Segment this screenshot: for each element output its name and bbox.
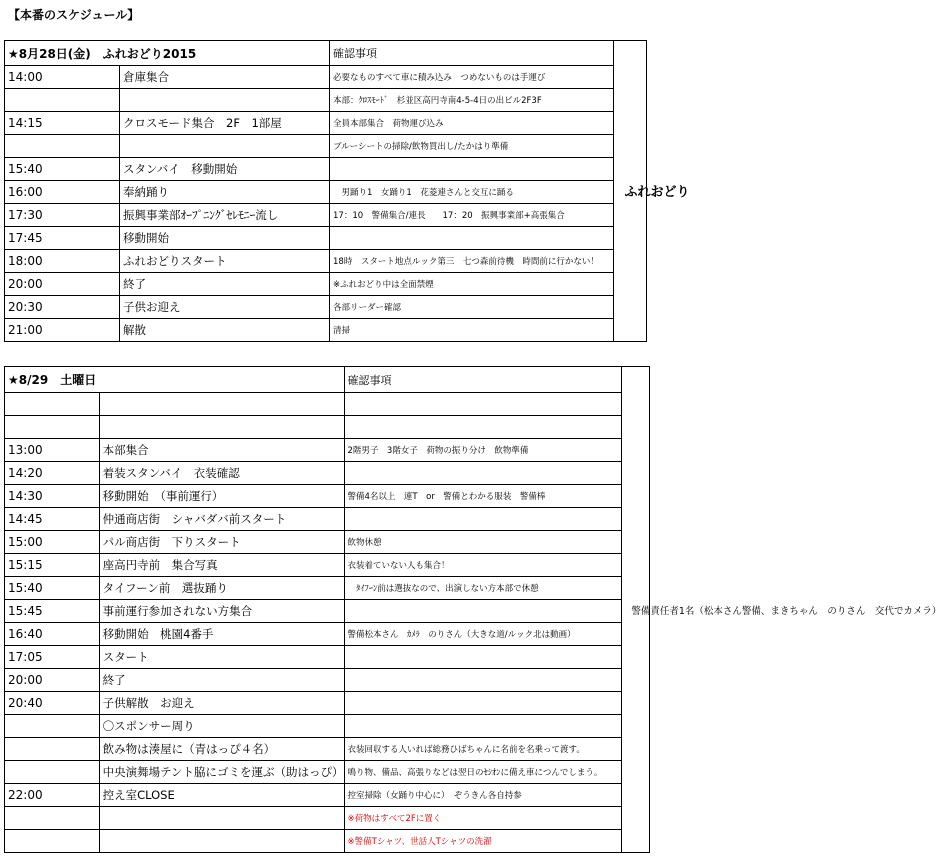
table-row xyxy=(5,485,650,508)
time-cell: 21:00 xyxy=(5,319,120,342)
note-cell: 全員本部集合 荷物運び込み xyxy=(330,112,614,135)
item-cell xyxy=(99,416,344,439)
time-cell: 17:45 xyxy=(5,227,120,250)
table-row xyxy=(5,462,650,485)
table-row xyxy=(5,181,647,204)
item-cell xyxy=(120,135,330,158)
table-row xyxy=(5,830,650,853)
schedule-table-aug28 xyxy=(4,40,690,342)
note-cell xyxy=(344,646,621,669)
time-cell: 20:00 xyxy=(5,669,100,692)
time-cell xyxy=(5,738,100,761)
table-row xyxy=(5,227,647,250)
item-cell: 中央演舞場テント脇にゴミを運ぶ（助はっぴ） xyxy=(99,761,344,784)
time-cell xyxy=(5,89,120,112)
note-cell: 控室掃除（女踊り中心に） ぞうきん各自持参 xyxy=(344,784,621,807)
time-cell: 14:15 xyxy=(5,112,120,135)
time-cell: 14:30 xyxy=(5,485,100,508)
time-cell: 15:45 xyxy=(5,600,100,623)
table-row xyxy=(5,692,650,715)
item-cell xyxy=(99,807,344,830)
table-row xyxy=(5,554,650,577)
note-cell xyxy=(344,715,621,738)
item-cell: 控え室CLOSE xyxy=(99,784,344,807)
table-row xyxy=(5,439,650,462)
time-cell: 15:00 xyxy=(5,531,100,554)
time-cell: 18:00 xyxy=(5,250,120,273)
note-cell: 警備4名以上 連T or 警備とわかる服装 警備棒 xyxy=(344,485,621,508)
table-row xyxy=(5,112,647,135)
note-cell: 2階男子 3階女子 荷物の振り分け 飲物準備 xyxy=(344,439,621,462)
table-row xyxy=(5,715,650,738)
check-items-header: 確認事項 xyxy=(330,41,614,66)
note-cell: ※荷物はすべて2Fに置く xyxy=(344,807,621,830)
note-cell xyxy=(344,393,621,416)
item-cell: 着装スタンバイ 衣装確認 xyxy=(99,462,344,485)
note-cell xyxy=(344,692,621,715)
time-cell xyxy=(5,807,100,830)
table-row xyxy=(5,646,650,669)
item-cell: 終了 xyxy=(120,273,330,296)
table-row xyxy=(5,738,650,761)
table-row xyxy=(5,761,650,784)
side-label: ふれおどり xyxy=(614,41,647,342)
table-row xyxy=(5,273,647,296)
time-cell: 20:40 xyxy=(5,692,100,715)
time-cell: 15:40 xyxy=(5,577,100,600)
item-cell: 振興事業部ｵｰﾌﾟﾆﾝｸﾞｾﾚﾓﾆｰ流し xyxy=(120,204,330,227)
note-cell xyxy=(344,462,621,485)
note-cell: 必要なものすべて車に積み込み つめないものは手運び xyxy=(330,66,614,89)
note-cell xyxy=(344,416,621,439)
table-row xyxy=(5,807,650,830)
item-cell xyxy=(99,393,344,416)
note-cell xyxy=(330,227,614,250)
table-row xyxy=(5,89,647,112)
table-row xyxy=(5,158,647,181)
table-row xyxy=(5,416,650,439)
note-cell: 男踊り1 女踊り1 花菱連さんと交互に踊る xyxy=(330,181,614,204)
item-cell: 倉庫集合 xyxy=(120,66,330,89)
time-cell: 14:00 xyxy=(5,66,120,89)
table-row xyxy=(5,250,647,273)
time-cell xyxy=(5,715,100,738)
item-cell: クロスモード集合 2F 1部屋 xyxy=(120,112,330,135)
table-row xyxy=(5,393,650,416)
item-cell: スタンバイ 移動開始 xyxy=(120,158,330,181)
item-cell xyxy=(99,830,344,853)
note-cell: 衣装回収する人いれば総務ひばちゃんに名前を名乗って渡す。 xyxy=(344,738,621,761)
time-cell: 16:00 xyxy=(5,181,120,204)
time-cell xyxy=(5,416,100,439)
side-label: 警備責任者1名（松本さん警備、まきちゃん のりさん 交代でカメラ） xyxy=(621,367,649,853)
time-cell: 13:00 xyxy=(5,439,100,462)
item-cell: 子供お迎え xyxy=(120,296,330,319)
note-cell xyxy=(344,600,621,623)
item-cell: 終了 xyxy=(99,669,344,692)
note-cell: 各部リーダー確認 xyxy=(330,296,614,319)
item-cell: 移動開始 xyxy=(120,227,330,250)
time-cell: 15:15 xyxy=(5,554,100,577)
time-cell xyxy=(5,761,100,784)
note-cell xyxy=(344,508,621,531)
table-header-row xyxy=(5,41,647,66)
check-items-header: 確認事項 xyxy=(344,367,621,393)
time-cell: 20:30 xyxy=(5,296,120,319)
table-header-row xyxy=(5,367,650,393)
table-row xyxy=(5,66,647,89)
time-cell: 16:40 xyxy=(5,623,100,646)
time-cell: 22:00 xyxy=(5,784,100,807)
item-cell: 事前運行参加されない方集合 xyxy=(99,600,344,623)
note-cell: ※ふれおどり中は全面禁煙 xyxy=(330,273,614,296)
table-row xyxy=(5,204,647,227)
table-row xyxy=(5,577,650,600)
note-cell: ブルーシートの掃除/飲物買出し/たかはり準備 xyxy=(330,135,614,158)
table-row xyxy=(5,319,647,342)
note-cell xyxy=(330,158,614,181)
item-cell: パル商店街 下りスタート xyxy=(99,531,344,554)
time-cell xyxy=(5,135,120,158)
note-cell: 鳴り物、備品、高張りなどは翌日のｾｼｵﾝに備え車につんでしまう。 xyxy=(344,761,621,784)
time-cell xyxy=(5,393,100,416)
item-cell: 飲み物は湊屋に（青はっぴ４名） xyxy=(99,738,344,761)
event-title: ★8月28日(金) ふれおどり2015 xyxy=(5,41,330,66)
time-cell: 20:00 xyxy=(5,273,120,296)
item-cell: タイフーン前 選抜踊り xyxy=(99,577,344,600)
note-cell: 飲物休憩 xyxy=(344,531,621,554)
note-cell: 17：10 警備集合/連長 17：20 振興事業部+高張集合 xyxy=(330,204,614,227)
item-cell: 仲通商店街 シャバダバ前スタート xyxy=(99,508,344,531)
time-cell: 14:45 xyxy=(5,508,100,531)
note-cell: 18時 スタート地点ルック第三 七つ森前待機 時間前に行かない！ xyxy=(330,250,614,273)
note-cell xyxy=(344,669,621,692)
time-cell: 17:30 xyxy=(5,204,120,227)
table-row xyxy=(5,784,650,807)
table-row xyxy=(5,531,650,554)
item-cell: 子供解散 お迎え xyxy=(99,692,344,715)
table-row xyxy=(5,623,650,646)
table-row xyxy=(5,296,647,319)
item-cell: 座高円寺前 集合写真 xyxy=(99,554,344,577)
note-cell: 本部：ｸﾛｽﾓｰﾄﾞ 杉並区高円寺南4-5-4日の出ビル2F3F xyxy=(330,89,614,112)
item-cell: ふれおどりスタート xyxy=(120,250,330,273)
note-cell: 衣装着ていない人も集合！ xyxy=(344,554,621,577)
item-cell xyxy=(120,89,330,112)
item-cell: 移動開始 （事前運行） xyxy=(99,485,344,508)
item-cell: 本部集合 xyxy=(99,439,344,462)
time-cell: 15:40 xyxy=(5,158,120,181)
item-cell: スタート xyxy=(99,646,344,669)
note-cell: ※警備Tシャツ、世話人Tシャツの洗濯 xyxy=(344,830,621,853)
page-title: 【本番のスケジュール】 xyxy=(8,8,140,22)
table-row xyxy=(5,135,647,158)
schedule-table-aug29 xyxy=(4,366,941,853)
note-cell: 清掃 xyxy=(330,319,614,342)
table-row xyxy=(5,508,650,531)
table-row xyxy=(5,600,650,623)
time-cell: 17:05 xyxy=(5,646,100,669)
item-cell: 移動開始 桃園4番手 xyxy=(99,623,344,646)
item-cell: 解散 xyxy=(120,319,330,342)
note-cell: 警備松本さん ｶﾒﾗ のりさん（大きな道/ルック北は動画） xyxy=(344,623,621,646)
time-cell: 14:20 xyxy=(5,462,100,485)
item-cell: 〇スポンサー周り xyxy=(99,715,344,738)
time-cell xyxy=(5,830,100,853)
item-cell: 奉納踊り xyxy=(120,181,330,204)
table-row xyxy=(5,669,650,692)
note-cell: ﾀｲﾌｰﾝ前は選抜なので、出演しない方本部で休憩 xyxy=(344,577,621,600)
event-title: ★8/29 土曜日 xyxy=(5,367,345,393)
